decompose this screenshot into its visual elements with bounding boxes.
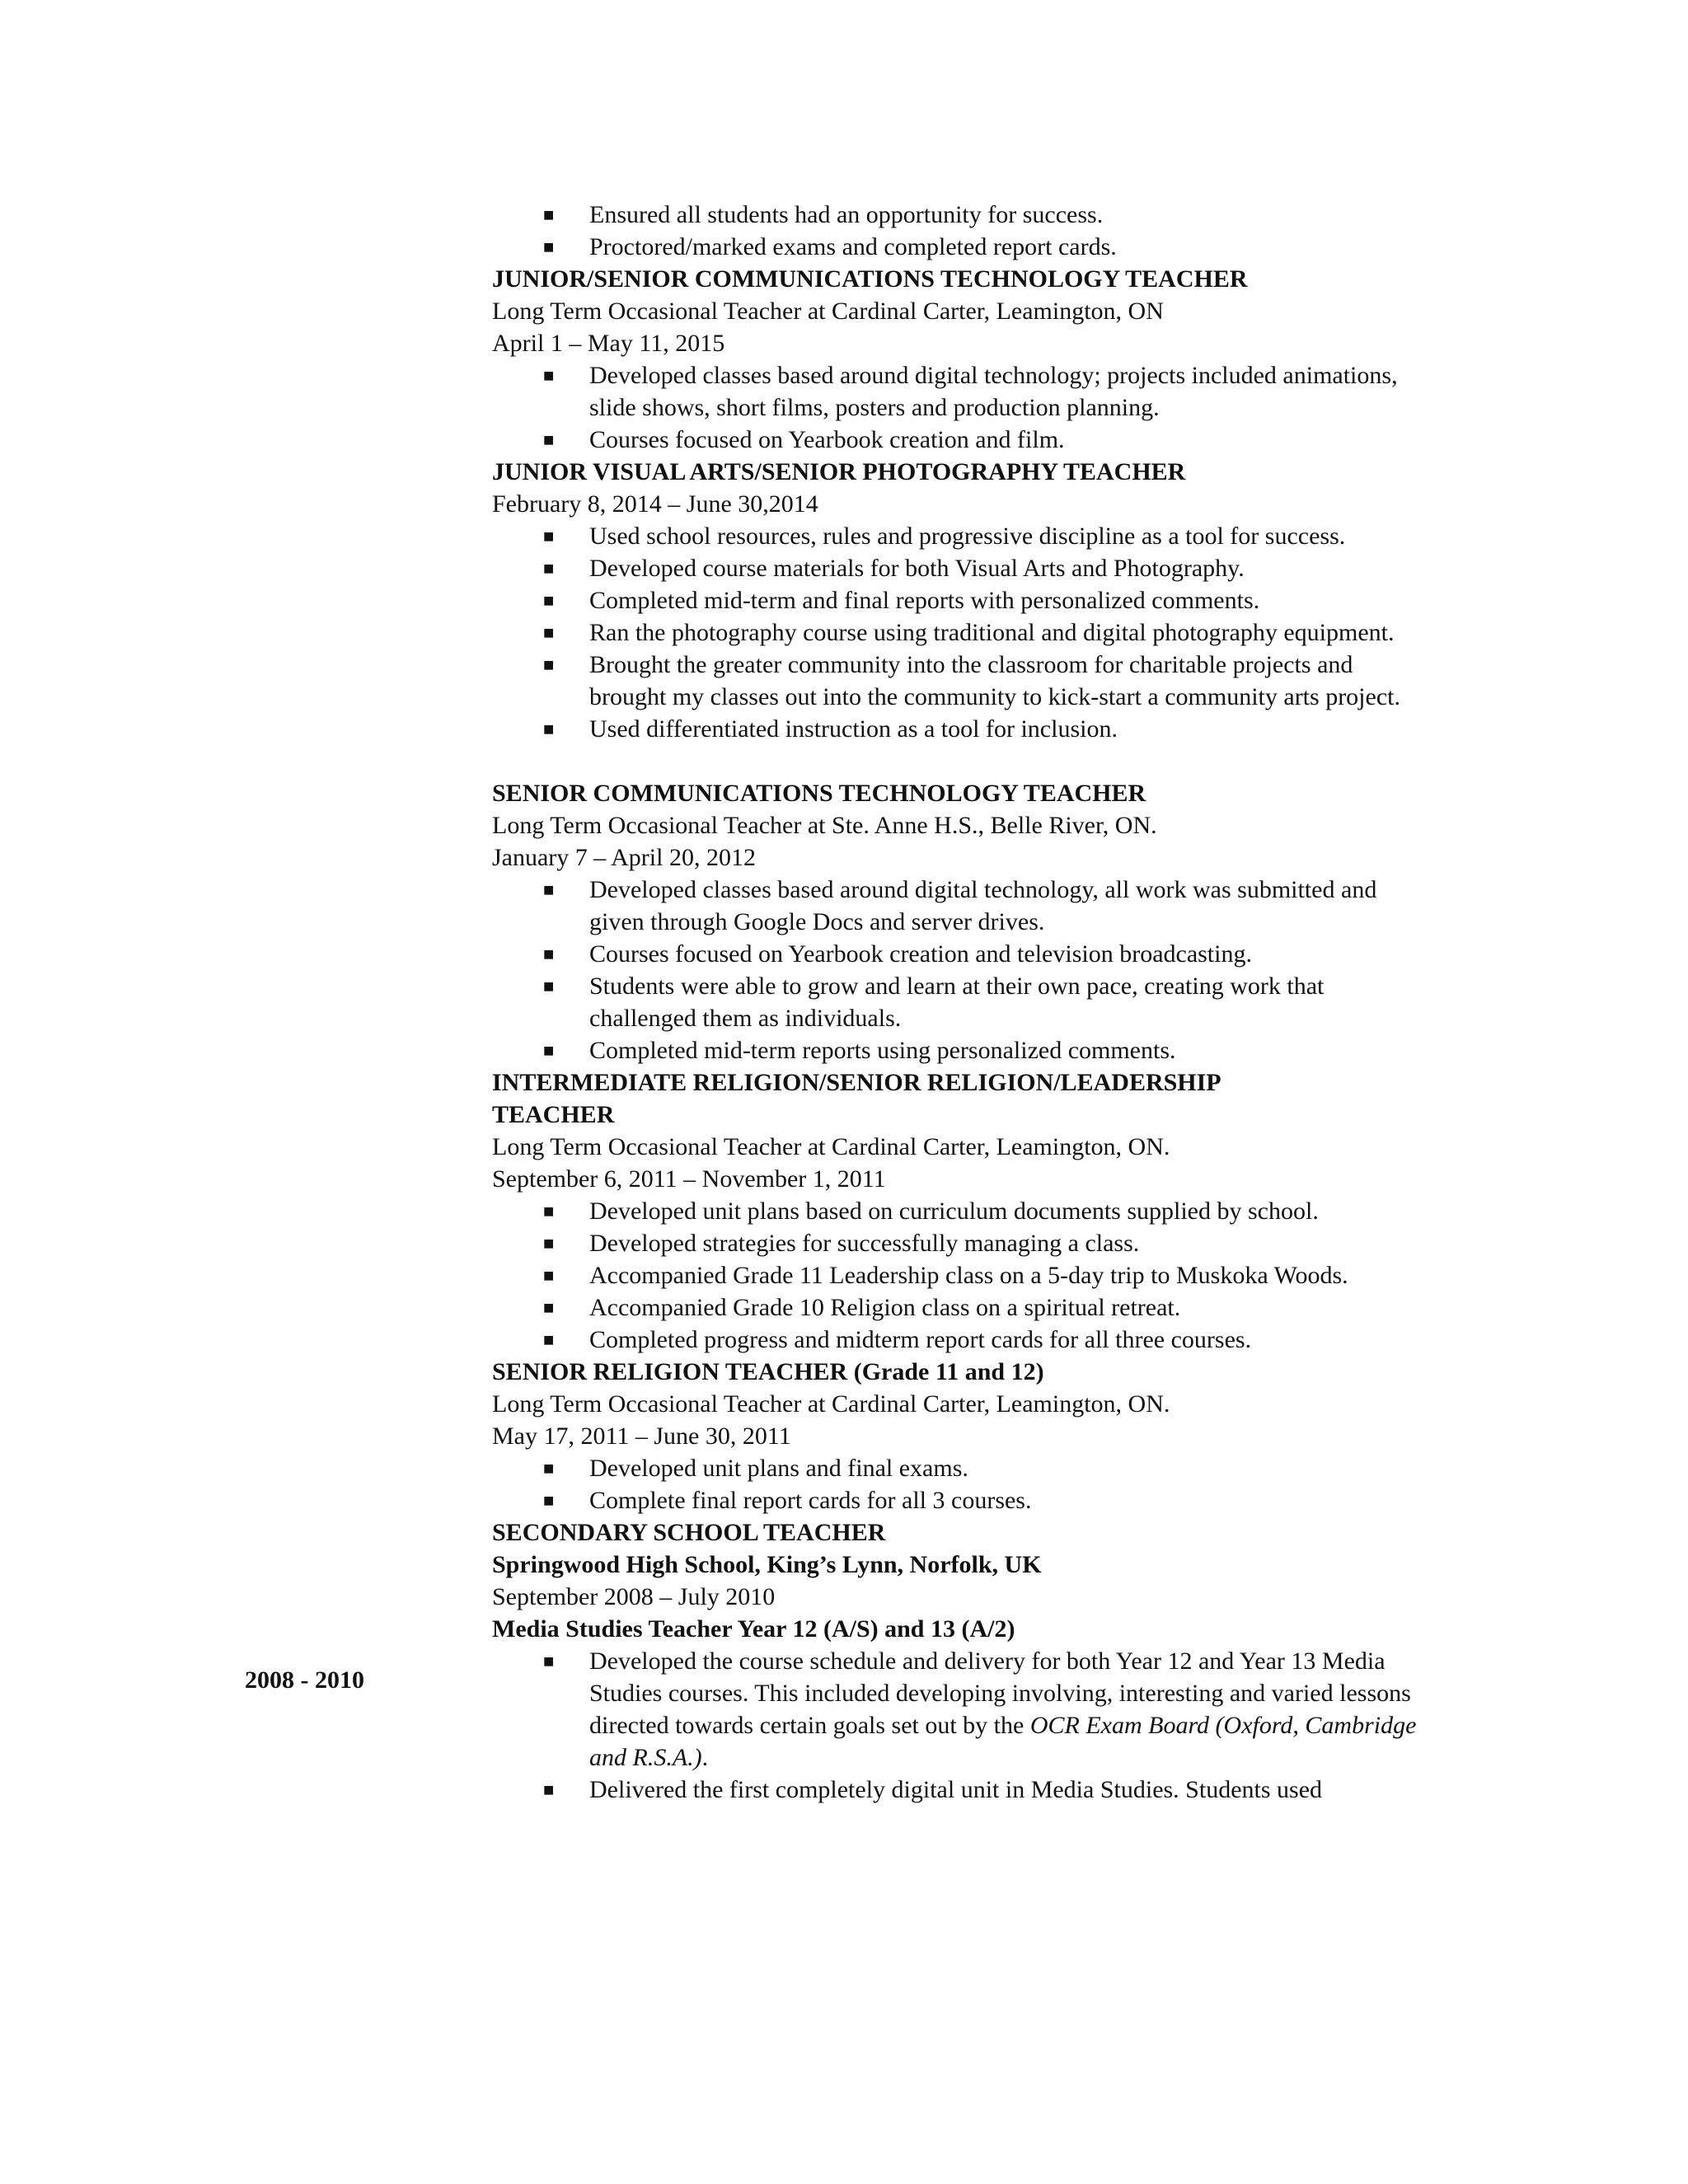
list-item: ■ Developed the course schedule and delivery for both Year 12 and Year 13 Media Studies courses. This included developing involving, interesting and varied lessons directed towards certain goals set out by the OCR Exam Board (Oxford, Cambridge and R.S.A.).	[492, 1645, 1432, 1774]
list-item: ■ Courses focused on Yearbook creation and television broadcasting.	[492, 938, 1432, 970]
bullet-icon: ■	[543, 1329, 555, 1350]
job-bullet-list	[492, 1645, 1432, 1806]
bullet-icon: ■	[543, 558, 555, 579]
list-item: ■ Brought the greater community into the classroom for charitable projects and brought my classes out into the community to kick-start a community arts project.	[492, 649, 1432, 713]
bullet-icon: ■	[543, 654, 555, 675]
list-item: ■ Delivered the first completely digital unit in Media Studies. Students used	[492, 1774, 1432, 1806]
list-item: ■ Used differentiated instruction as a tool for inclusion.	[492, 713, 1432, 745]
job-employer: Long Term Occasional Teacher at Cardinal Carter, Leamington, ON.	[492, 1133, 1170, 1160]
list-item: ■ Accompanied Grade 10 Religion class on a spiritual retreat.	[492, 1291, 1432, 1324]
list-item: ■ Ran the photography course using traditional and digital photography equipment.	[492, 616, 1432, 649]
list-item: ■ Developed strategies for successfully managing a class.	[492, 1227, 1432, 1259]
list-item: ■ Developed unit plans based on curriculum documents supplied by school.	[492, 1195, 1432, 1227]
bullet-icon: ■	[543, 622, 555, 643]
exam-board-name: OCR Exam Board (Oxford, Cambridge and R.S.A.)	[589, 1712, 1417, 1771]
list-item: ■ Developed classes based around digital technology; projects included animations, slide shows, short films, posters and production planning.	[492, 359, 1432, 424]
employment-date-range: 2008 - 2010	[245, 1666, 364, 1694]
job-dates: February 8, 2014 – June 30,2014	[492, 490, 818, 518]
list-item: ■ Ensured all students had an opportunity for success.	[492, 199, 1432, 231]
bullet-icon: ■	[543, 1040, 555, 1061]
job-dates: September 2008 – July 2010	[492, 1583, 776, 1610]
bullet-icon: ■	[543, 1297, 555, 1318]
list-item: ■ Completed mid-term reports using personalized comments.	[492, 1034, 1432, 1066]
list-item: ■ Proctored/marked exams and completed report cards.	[492, 231, 1432, 263]
list-item: ■ Developed unit plans and final exams.	[492, 1452, 1432, 1484]
bullet-icon: ■	[543, 590, 555, 611]
job-dates: September 6, 2011 – November 1, 2011	[492, 1165, 886, 1193]
job-bullet-list	[492, 1195, 1432, 1356]
bullet-icon: ■	[543, 1233, 555, 1254]
job-employer: Long Term Occasional Teacher at Cardinal Carter, Leamington, ON	[492, 298, 1164, 325]
job-title: JUNIOR/SENIOR COMMUNICATIONS TECHNOLOGY TEACHER	[492, 265, 1248, 293]
bullet-icon: ■	[543, 879, 555, 900]
list-item: ■ Completed progress and midterm report cards for all three courses.	[492, 1324, 1432, 1356]
role-title: Media Studies Teacher Year 12 (A/S) and 13 (A/2)	[492, 1615, 1015, 1643]
bullet-icon: ■	[543, 1490, 555, 1511]
bullet-icon: ■	[543, 526, 555, 546]
school-name: Springwood High School, King’s Lynn, Norfolk, UK	[492, 1551, 1042, 1578]
job-bullet-list	[492, 520, 1432, 745]
job-title: JUNIOR VISUAL ARTS/SENIOR PHOTOGRAPHY TEACHER	[492, 458, 1186, 485]
list-item: ■ Students were able to grow and learn at their own pace, creating work that challenged them as individuals.	[492, 970, 1432, 1034]
job-title: SENIOR COMMUNICATIONS TECHNOLOGY TEACHER	[492, 780, 1146, 807]
list-item: ■ Used school resources, rules and progressive discipline as a tool for success.	[492, 520, 1432, 552]
job-bullet-list	[492, 1452, 1432, 1516]
list-item: ■ Completed mid-term and final reports with personalized comments.	[492, 584, 1432, 616]
list-item: ■ Accompanied Grade 11 Leadership class on a 5-day trip to Muskoka Woods.	[492, 1259, 1432, 1291]
job-dates: January 7 – April 20, 2012	[492, 844, 756, 871]
section-spacer	[492, 745, 1432, 777]
job-bullet-list	[492, 874, 1432, 1066]
bullet-icon: ■	[543, 1458, 555, 1479]
bullet-icon: ■	[543, 944, 555, 964]
job-dates: April 1 – May 11, 2015	[492, 330, 725, 357]
top-bullet-list	[492, 199, 1432, 263]
bullet-icon: ■	[543, 429, 555, 450]
job-employer: Long Term Occasional Teacher at Cardinal Carter, Leamington, ON.	[492, 1390, 1170, 1418]
list-item: ■ Courses focused on Yearbook creation and film.	[492, 424, 1432, 456]
bullet-icon: ■	[543, 1651, 555, 1671]
bullet-icon: ■	[543, 1779, 555, 1800]
job-title: SECONDARY SCHOOL TEACHER	[492, 1519, 886, 1546]
bullet-icon: ■	[543, 719, 555, 739]
bullet-icon: ■	[543, 204, 555, 225]
job-title: SENIOR RELIGION TEACHER (Grade 11 and 12)	[492, 1358, 1044, 1385]
bullet-icon: ■	[543, 1201, 555, 1221]
job-bullet-list	[492, 359, 1432, 456]
list-item: ■ Complete final report cards for all 3 courses.	[492, 1484, 1432, 1516]
job-title-continued: TEACHER	[492, 1101, 615, 1128]
bullet-icon: ■	[543, 1265, 555, 1286]
job-dates: May 17, 2011 – June 30, 2011	[492, 1422, 791, 1450]
job-employer: Long Term Occasional Teacher at Ste. Anne H.S., Belle River, ON.	[492, 812, 1157, 839]
bullet-icon: ■	[543, 976, 555, 996]
job-title: INTERMEDIATE RELIGION/SENIOR RELIGION/LEADERSHIP	[492, 1069, 1221, 1096]
list-item: ■ Developed course materials for both Visual Arts and Photography.	[492, 552, 1432, 584]
bullet-icon: ■	[543, 365, 555, 386]
list-item: ■ Developed classes based around digital technology, all work was submitted and given through Google Docs and server drives.	[492, 874, 1432, 938]
bullet-icon: ■	[543, 237, 555, 257]
experience-content	[492, 199, 1432, 1806]
